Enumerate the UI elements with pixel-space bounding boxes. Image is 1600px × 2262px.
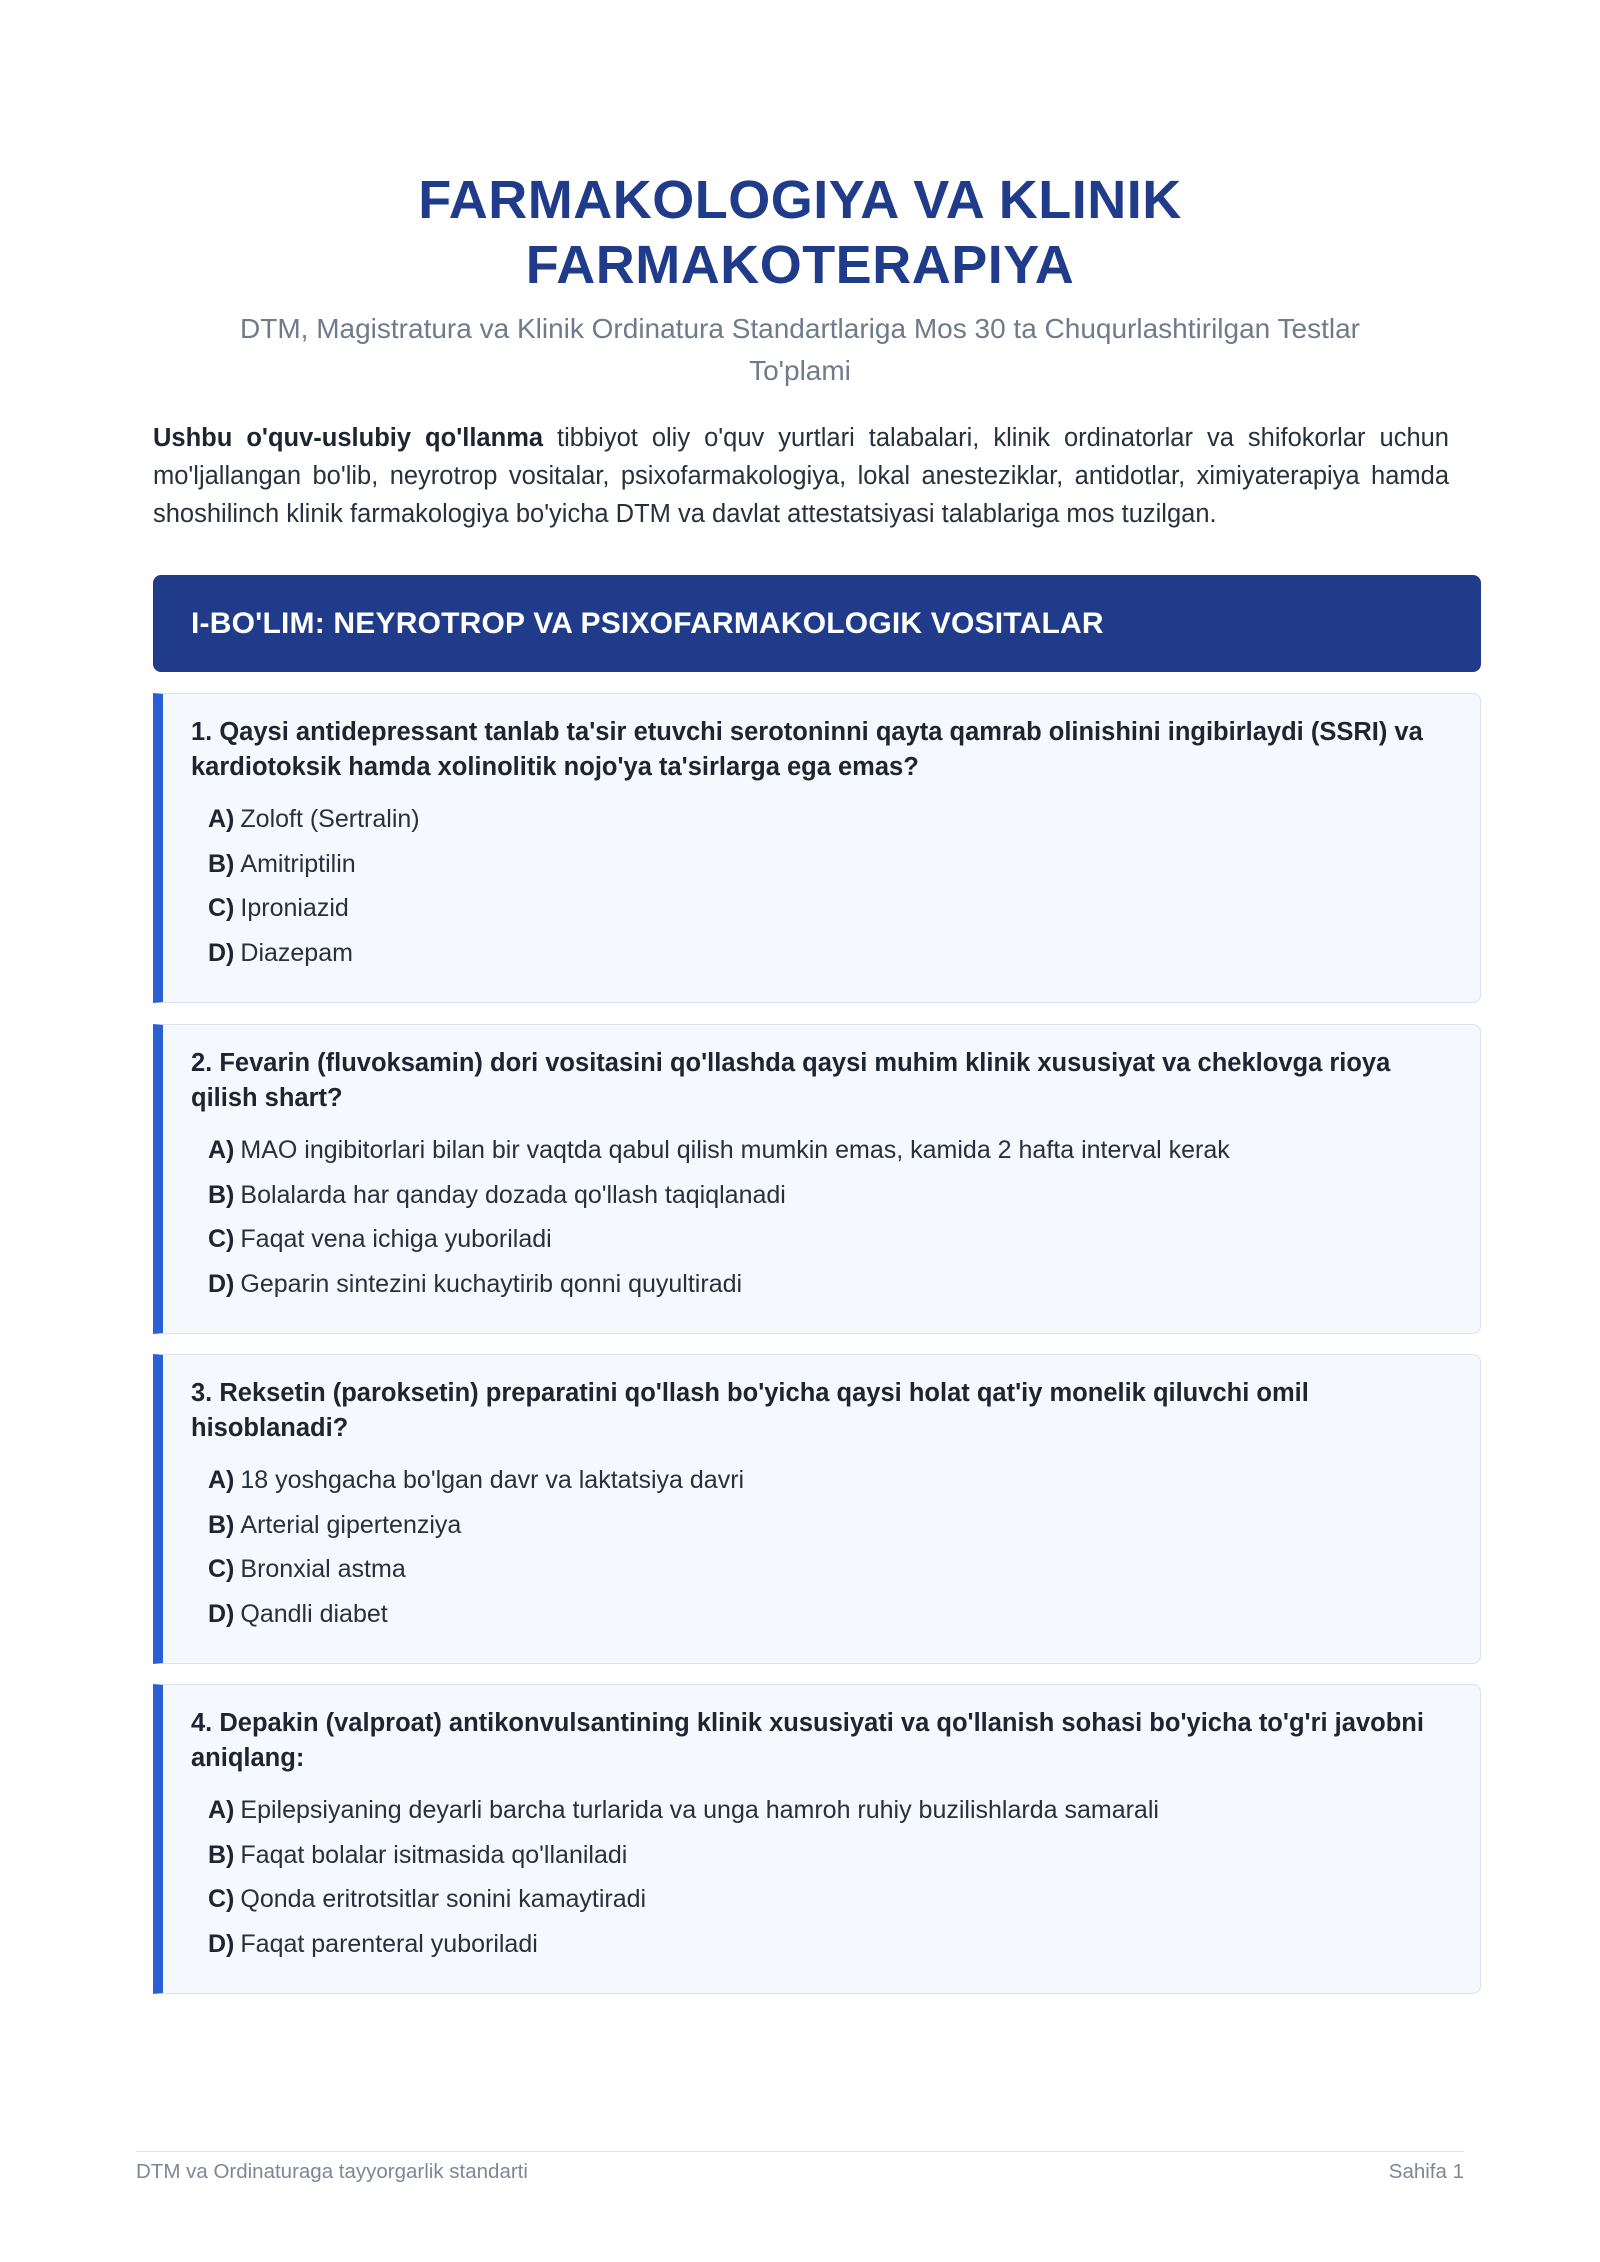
answer-option[interactable] bbox=[191, 1833, 1456, 1878]
question-card bbox=[153, 1354, 1481, 1664]
answer-option[interactable] bbox=[191, 797, 1456, 842]
answer-option[interactable] bbox=[191, 1262, 1456, 1307]
option-text: 18 yoshgacha bo'lgan davr va laktatsiya davri bbox=[240, 1466, 745, 1494]
section-header: I-BO'LIM: NEYROTROP VA PSIXOFARMAKOLOGIK VOSITALAR bbox=[153, 575, 1481, 672]
answer-option[interactable] bbox=[191, 1922, 1456, 1967]
document-title: FARMAKOLOGIYA VA KLINIK FARMAKOTERAPIYA bbox=[418, 170, 1182, 295]
answer-option[interactable] bbox=[191, 1128, 1456, 1173]
option-text: Arterial gipertenziya bbox=[240, 1510, 462, 1539]
option-text: Zoloft (Sertralin) bbox=[240, 805, 420, 833]
option-letter: B) bbox=[208, 1840, 235, 1869]
option-letter: A) bbox=[208, 1796, 235, 1824]
intro-paragraph bbox=[153, 419, 1449, 533]
answer-option[interactable] bbox=[191, 1547, 1456, 1592]
option-letter: B) bbox=[208, 849, 235, 878]
question-text: 1. Qaysi antidepressant tanlab ta'sir etuvchi serotoninni qayta qamrab olinishini ingibirlaydi (SSRI) va kardiotoksik hamda xolinolitik nojo'ya ta'sirlarga ega emas? bbox=[191, 718, 1423, 781]
footer-text: DTM va Ordinaturaga tayyorgarlik standarti bbox=[136, 2160, 528, 2183]
question-card bbox=[153, 693, 1481, 1003]
option-text: Faqat vena ichiga yuboriladi bbox=[240, 1225, 552, 1253]
answer-option[interactable] bbox=[191, 842, 1456, 887]
option-text: Diazepam bbox=[240, 938, 353, 967]
option-letter: B) bbox=[208, 1510, 235, 1539]
answer-option[interactable] bbox=[191, 1217, 1456, 1262]
option-text: Qonda eritrotsitlar sonini kamaytiradi bbox=[240, 1885, 647, 1913]
option-letter: D) bbox=[208, 1269, 235, 1298]
option-text: MAO ingibitorlari bilan bir vaqtda qabul qilish mumkin emas, kamida 2 hafta interval kerak bbox=[240, 1136, 1230, 1164]
option-text: Qandli diabet bbox=[240, 1599, 388, 1628]
answer-option[interactable] bbox=[191, 1458, 1456, 1503]
option-letter: D) bbox=[208, 1929, 235, 1958]
question-text: 2. Fevarin (fluvoksamin) dori vositasini qo'llashda qaysi muhim klinik xususiyat va cheklovga rioya qilish shart? bbox=[191, 1049, 1391, 1112]
option-text: Geparin sintezini kuchaytirib qonni quyultiradi bbox=[240, 1269, 743, 1298]
question-card bbox=[153, 1684, 1481, 1994]
option-letter: C) bbox=[208, 1555, 235, 1583]
option-text: Faqat bolalar isitmasida qo'llaniladi bbox=[240, 1840, 628, 1869]
intro-text: tibbiyot oliy o'quv yurtlari talabalari, klinik ordinatorlar va shifokorlar uchun mo'ljallangan bo'lib, neyrotrop vositalar, psixofarmakologiya, lokal anesteziklar, antidotlar, ximiyaterapiya hamda shoshilinch klinik farmakologiya bo'yicha DTM va davlat attestatsiyasi talablariga mos tuzilgan. bbox=[153, 424, 1449, 528]
option-letter: C) bbox=[208, 1885, 235, 1913]
answer-option[interactable] bbox=[191, 886, 1456, 931]
option-letter: C) bbox=[208, 1225, 235, 1253]
option-text: Iproniazid bbox=[240, 894, 349, 922]
page-number: Sahifa 1 bbox=[1388, 2160, 1464, 2183]
question-text: 4. Depakin (valproat) antikonvulsantining klinik xususiyati va qo'llanish sohasi bo'yicha to'g'ri javobni aniqlang: bbox=[191, 1709, 1424, 1772]
option-letter: C) bbox=[208, 894, 235, 922]
answer-option[interactable] bbox=[191, 1503, 1456, 1548]
answer-option[interactable] bbox=[191, 1877, 1456, 1922]
answer-option[interactable] bbox=[191, 1173, 1456, 1218]
option-letter: A) bbox=[208, 1466, 235, 1494]
answer-option[interactable] bbox=[191, 931, 1456, 976]
option-letter: A) bbox=[208, 1136, 235, 1164]
answer-option[interactable] bbox=[191, 1592, 1456, 1637]
intro-bold-lead: Ushbu o'quv-uslubiy qo'llanma bbox=[153, 424, 544, 452]
option-text: Amitriptilin bbox=[240, 849, 356, 878]
question-text: 3. Reksetin (paroksetin) preparatini qo'llash bo'yicha qaysi holat qat'iy monelik qiluvchi omil hisoblanadi? bbox=[191, 1379, 1309, 1442]
footer-divider bbox=[136, 2151, 1464, 2152]
option-letter: A) bbox=[208, 805, 235, 833]
option-text: Faqat parenteral yuboriladi bbox=[240, 1929, 538, 1958]
document-subtitle: DTM, Magistratura va Klinik Ordinatura Standartlariga Mos 30 ta Chuqurlashtirilgan Testlar To'plami bbox=[240, 313, 1360, 386]
option-text: Bronxial astma bbox=[240, 1555, 406, 1583]
option-letter: B) bbox=[208, 1180, 235, 1209]
option-letter: D) bbox=[208, 938, 235, 967]
question-card bbox=[153, 1024, 1481, 1334]
option-text: Bolalarda har qanday dozada qo'llash taqiqlanadi bbox=[240, 1180, 786, 1209]
answer-option[interactable] bbox=[191, 1788, 1456, 1833]
option-letter: D) bbox=[208, 1599, 235, 1628]
option-text: Epilepsiyaning deyarli barcha turlarida va unga hamroh ruhiy buzilishlarda samarali bbox=[240, 1796, 1159, 1824]
